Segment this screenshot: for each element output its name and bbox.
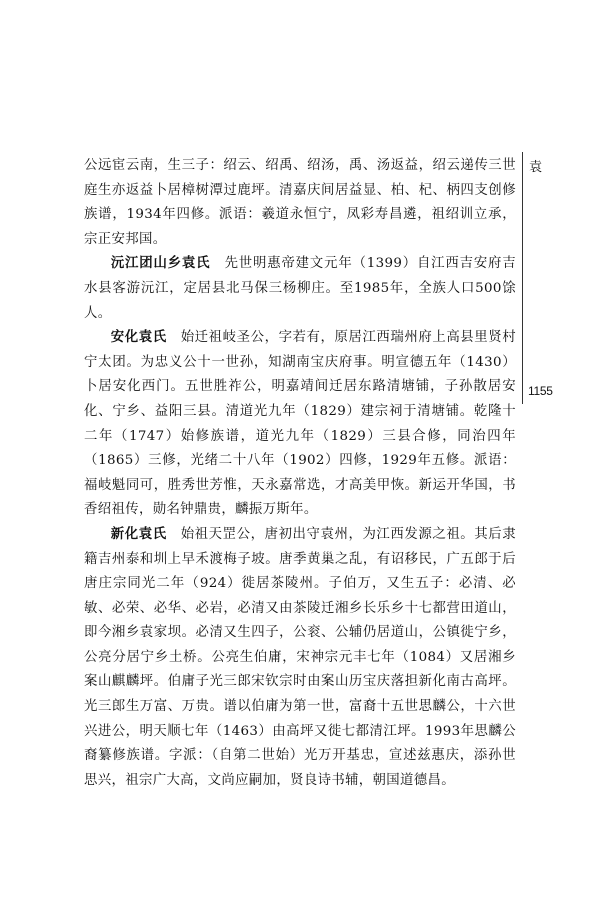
paragraph-text: 先世明惠帝建文元年（1399）自江西吉安府吉水县客游沅江，定居县北马保三杨柳庄。至1985年，全族人口500馀人。 [84, 256, 517, 321]
paragraph-text: 始祖天罡公，唐初出守袁州，为江西发源之祖。其后隶籍吉州泰和圳上早禾渡梅子坡。唐季黄巢之乱，有诏移民，广五郎于后唐庄宗同光二年（924）徙居茶陵州。子伯万，又生五子：必清、必敏、必荣、必华、必岩，必清又由茶陵迁湘乡长乐乡十七都营田道山，即今湘乡袁家坝。必清又生四子，公衮、公辅仍居道山，公镇徙宁乡，公亮分居宁乡土桥。公亮生伯庸，宋神宗元丰七年（1084）又居湘乡案山麒麟坪。伯庸子光三郎宋钦宗时由案山历宝庆落担新化南古高坪。光三郎生万富、万贵。谱以伯庸为第一世，富裔十五世思麟公，十六世兴进公，明天顺七年（1463）由高坪又徙七都清江坪。1993年思麟公裔纂修族谱。字派：（自第二世始）光万开基忠，宣述兹惠庆，添孙世思兴，祖宗广大高，文尚应嗣加，贤良诗书辅，朝国道德昌。 [84, 526, 516, 788]
page-body [84, 154, 516, 793]
section-surname-char: 袁 [529, 160, 543, 175]
clan-heading: 新化袁氏 [110, 526, 167, 542]
paragraph-anhua [84, 326, 516, 523]
margin-rule [522, 152, 523, 404]
clan-heading: 安化袁氏 [110, 330, 167, 346]
paragraph-text: 始迁祖岐圣公，字若有，原居江西瑞州府上高县里贤村宁太团。为忠义公十一世孙，知湖南宝庆府事。明宣德五年（1430）卜居安化西门。五世胜祚公，明嘉靖间迁居东路清塘铺，子孙散居安化、宁乡、益阳三县。清道光九年（1829）建宗祠于清塘铺。乾隆十二年（1747）始修族谱，道光九年（1829）三县合修，同治四年（1865）三修，光绪二十八年（1902）四修，1929年五修。派语：福岐魁同可，胜秀世芳惟，天永嘉常选，才高美甲恢。新运开华国，书香绍祖传，勋名钟鼎贵，麟振万斯年。 [84, 330, 516, 518]
paragraph-text: 公远宦云南，生三子：绍云、绍禹、绍汤，禹、汤返益，绍云递传三世庭生亦返益卜居樟树潭过鹿坪。清嘉庆间居益显、柏、杞、柄四支创修族谱，1934年四修。派语：羲道永恒宁，凤彩寿昌遴，祖绍训立承，宗正安邦国。 [84, 158, 516, 247]
clan-heading: 沅江团山乡袁氏 [110, 256, 211, 272]
paragraph-continuation [84, 154, 516, 252]
page-number: 1155 [528, 384, 553, 398]
paragraph-yuanjiang-tuanshan [84, 252, 516, 326]
paragraph-xinhua [84, 523, 516, 794]
